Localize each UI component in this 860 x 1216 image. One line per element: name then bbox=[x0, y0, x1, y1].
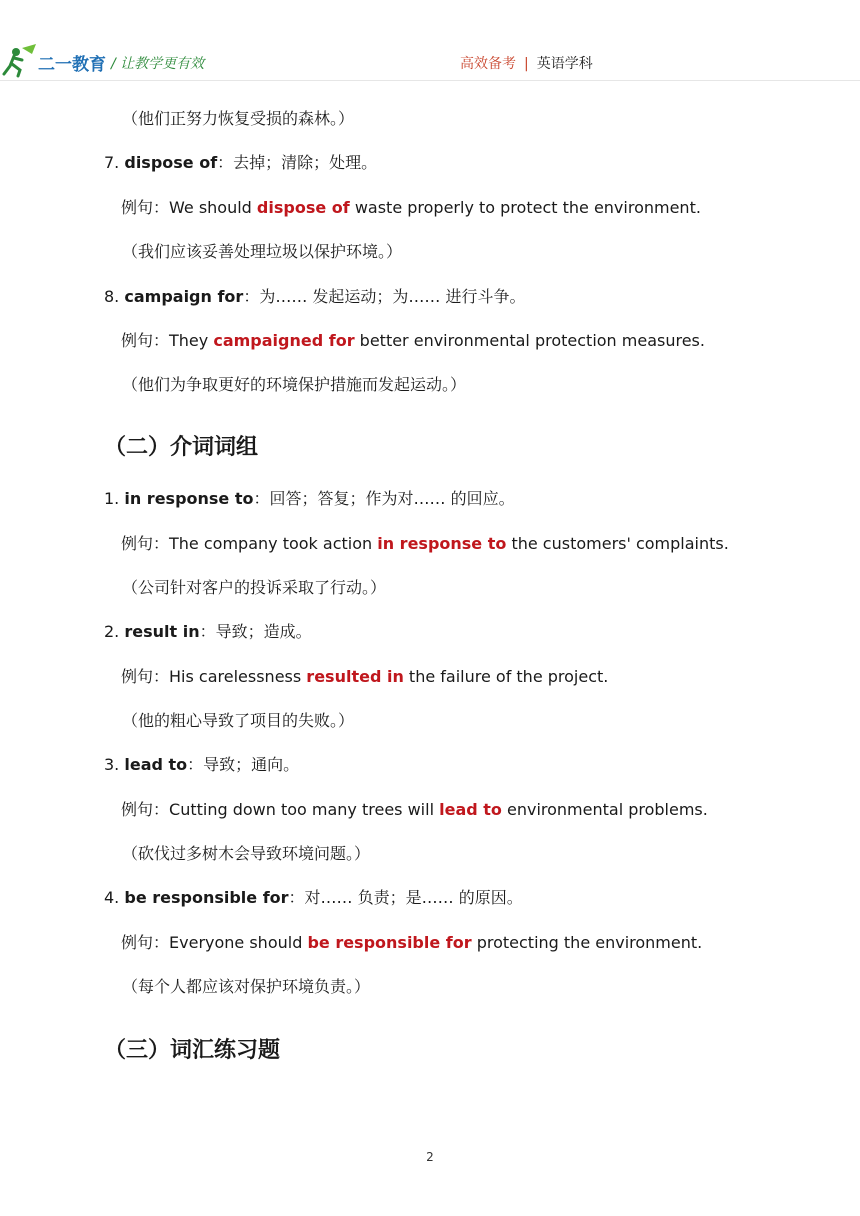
example-sentence bbox=[121, 533, 729, 555]
example-key-phrase: campaigned for bbox=[213, 331, 355, 350]
section-heading: （三）词汇练习题 bbox=[104, 1038, 281, 1063]
example-before: Everyone should bbox=[169, 933, 308, 952]
item-phrase: result in bbox=[124, 622, 200, 641]
example-after: better environmental protection measures. bbox=[354, 331, 705, 350]
example-label: 例句： bbox=[121, 198, 170, 217]
translation-line: （我们应该妥善处理垃圾以保护环境。） bbox=[122, 242, 403, 261]
example-sentence bbox=[121, 932, 702, 954]
item-number: 1. bbox=[104, 489, 120, 508]
example-sentence bbox=[121, 666, 608, 688]
header-subject-label: 英语学科 bbox=[536, 56, 593, 72]
logo-text: 二一教育 bbox=[38, 55, 106, 75]
example-label: 例句： bbox=[121, 331, 170, 350]
item-meaning: ：对…… 负责；是…… 的原因。 bbox=[288, 888, 523, 907]
vocab-item bbox=[104, 754, 299, 776]
vocab-item bbox=[104, 887, 523, 909]
vocab-item bbox=[104, 152, 377, 174]
item-phrase: lead to bbox=[124, 755, 188, 774]
example-sentence bbox=[121, 330, 705, 352]
example-label: 例句： bbox=[121, 534, 170, 553]
example-before: We should bbox=[169, 198, 257, 217]
item-phrase: dispose of bbox=[124, 153, 218, 172]
item-number: 8. bbox=[104, 287, 120, 306]
header-slogan: / 让教学更有效 bbox=[111, 56, 205, 72]
item-meaning: ：导致；通向。 bbox=[187, 755, 300, 774]
example-key-phrase: resulted in bbox=[306, 667, 404, 686]
vocab-item bbox=[104, 286, 526, 308]
example-sentence bbox=[121, 197, 701, 219]
header-tag: 高效备考 bbox=[460, 56, 516, 72]
item-number: 4. bbox=[104, 888, 120, 907]
item-number: 2. bbox=[104, 622, 120, 641]
example-label: 例句： bbox=[121, 667, 170, 686]
item-meaning: ：为…… 发起运动；为…… 进行斗争。 bbox=[243, 287, 526, 306]
translation-line: （他的粗心导致了项目的失败。） bbox=[122, 711, 355, 730]
item-phrase: be responsible for bbox=[124, 888, 289, 907]
header-separator: | bbox=[524, 56, 529, 72]
example-after: the customers' complaints. bbox=[506, 534, 729, 553]
item-meaning: ：导致；造成。 bbox=[199, 622, 312, 641]
translation-line: （砍伐过多树木会导致环境问题。） bbox=[122, 844, 371, 863]
item-number: 7. bbox=[104, 153, 120, 172]
example-label: 例句： bbox=[121, 800, 170, 819]
example-key-phrase: in response to bbox=[377, 534, 507, 553]
example-sentence bbox=[121, 799, 708, 821]
translation-line: （他们为争取更好的环境保护措施而发起运动。） bbox=[122, 375, 467, 394]
item-meaning: ：去掉；清除；处理。 bbox=[217, 153, 378, 172]
example-before: They bbox=[169, 331, 214, 350]
translation-line: （公司针对客户的投诉采取了行动。） bbox=[122, 578, 387, 597]
item-meaning: ：回答；答复；作为对…… 的回应。 bbox=[253, 489, 515, 508]
example-label: 例句： bbox=[121, 933, 170, 952]
page-number: 2 bbox=[426, 1150, 434, 1164]
example-after: waste properly to protect the environment. bbox=[349, 198, 701, 217]
page-header bbox=[0, 0, 860, 90]
example-after: environmental problems. bbox=[501, 800, 708, 819]
header-subject bbox=[460, 53, 593, 73]
translation-line: （他们正努力恢复受损的森林。） bbox=[122, 109, 355, 128]
vocab-item bbox=[104, 621, 312, 643]
item-number: 3. bbox=[104, 755, 120, 774]
example-key-phrase: be responsible for bbox=[307, 933, 472, 952]
example-after: protecting the environment. bbox=[471, 933, 703, 952]
example-before: The company took action bbox=[169, 534, 378, 553]
vocab-item bbox=[104, 488, 515, 510]
translation-line: （每个人都应该对保护环境负责。） bbox=[122, 977, 371, 996]
item-phrase: in response to bbox=[124, 489, 254, 508]
header-divider bbox=[0, 80, 860, 81]
example-before: Cutting down too many trees will bbox=[169, 800, 440, 819]
section-heading: （二）介词词组 bbox=[104, 435, 259, 460]
brand-logo bbox=[2, 44, 112, 78]
item-phrase: campaign for bbox=[124, 287, 244, 306]
example-after: the failure of the project. bbox=[403, 667, 609, 686]
example-key-phrase: dispose of bbox=[256, 198, 350, 217]
example-key-phrase: lead to bbox=[439, 800, 502, 819]
example-before: His carelessness bbox=[169, 667, 307, 686]
